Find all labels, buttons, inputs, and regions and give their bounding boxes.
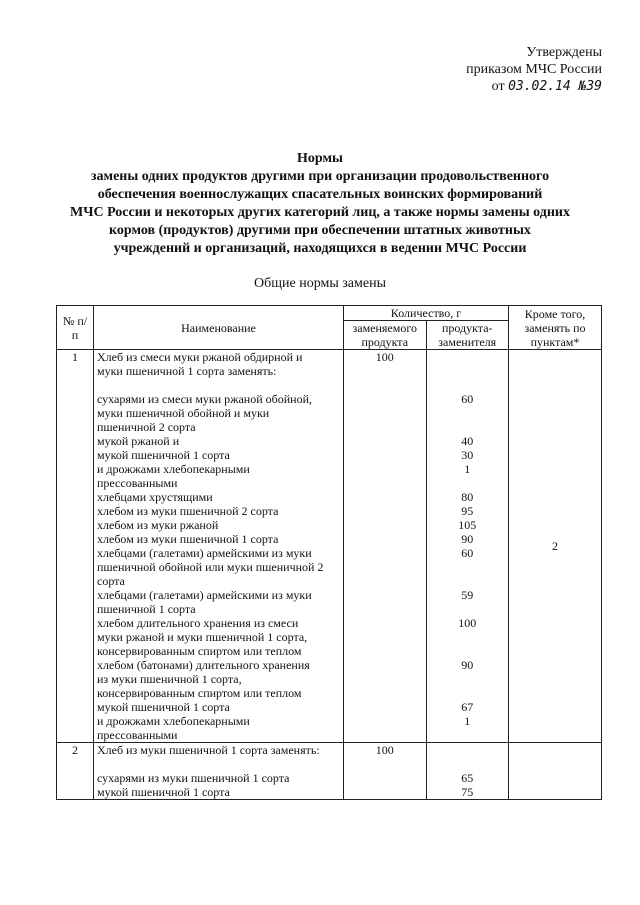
- substitute-quantity: [430, 364, 506, 378]
- product-line: хлебцами (галетами) армейскими из муки: [97, 546, 312, 560]
- table-body: [57, 350, 602, 800]
- substitute-quantity: 80: [461, 490, 474, 504]
- substitute-quantity: 1: [464, 462, 471, 476]
- title-line: замены одних продуктов другими при организации продовольственного: [90, 169, 550, 184]
- line-gap: [430, 757, 506, 771]
- approval-line-3: [432, 78, 602, 95]
- replaced-quantity: 100: [375, 743, 394, 757]
- replaced-quantity: [347, 658, 423, 672]
- substitute-quantity: 67: [461, 700, 474, 714]
- replaced-quantity: [347, 420, 423, 434]
- product-line: консервированным спиртом или теплом: [97, 644, 302, 658]
- product-line: Хлеб из муки пшеничной 1 сорта заменять:: [97, 743, 320, 757]
- replaced-quantity: [347, 686, 423, 700]
- replaced-quantity: [347, 700, 423, 714]
- substitute-quantity: [430, 602, 506, 616]
- replaced-quantity: [347, 630, 423, 644]
- replaced-quantity: [347, 771, 423, 785]
- substitute-quantity: [430, 672, 506, 686]
- row-extra-items: [509, 743, 602, 800]
- replaced-quantity: [347, 728, 423, 742]
- product-line: мукой пшеничной 1 сорта: [97, 448, 230, 462]
- row-number: 2: [57, 743, 94, 800]
- product-line: сухарями из муки пшеничной 1 сорта: [97, 771, 290, 785]
- product-line: пшеничной обойной или муки пшеничной 2: [97, 560, 324, 574]
- replaced-quantity: [347, 616, 423, 630]
- substitute-quantity: [430, 420, 506, 434]
- table-row: [57, 743, 602, 800]
- product-line: хлебцами хрустящими: [97, 490, 213, 504]
- product-line: хлебом из муки ржаной: [97, 518, 219, 532]
- table-row: [57, 350, 602, 743]
- approval-line-1: Утверждены: [526, 45, 602, 60]
- approval-handwritten-date: 03.02.14 №39: [508, 79, 602, 94]
- header-quantity: Количество, г: [344, 306, 509, 321]
- substitute-quantity: 30: [461, 448, 474, 462]
- product-line: мукой пшеничной 1 сорта: [97, 785, 230, 799]
- replaced-quantity: [347, 462, 423, 476]
- replaced-quantity: [347, 588, 423, 602]
- substitute-quantity: 90: [461, 532, 474, 546]
- line-gap: [347, 757, 423, 771]
- product-line: прессованными: [97, 476, 178, 490]
- row-replaced-quantities: [344, 743, 427, 800]
- product-line: из муки пшеничной 1 сорта,: [97, 672, 242, 686]
- product-line: мукой пшеничной 1 сорта: [97, 700, 230, 714]
- substitute-quantity: [430, 476, 506, 490]
- row-substitute-quantities: [426, 743, 509, 800]
- product-line: хлебом (батонами) длительного хранения: [97, 658, 310, 672]
- substitute-quantity: [430, 350, 506, 364]
- title-line: обеспечения военнослужащих спасательных воинских формирований: [97, 187, 543, 202]
- title-line: МЧС России и некоторых других категорий лиц, а также нормы замены одних: [69, 205, 570, 220]
- substitute-quantity: 105: [458, 518, 477, 532]
- line-gap: [347, 378, 423, 392]
- line-gap: [97, 378, 340, 392]
- substitute-quantity: 100: [458, 616, 477, 630]
- substitute-quantity: 90: [461, 658, 474, 672]
- row-number: 1: [57, 350, 94, 743]
- replaced-quantity: [347, 785, 423, 799]
- product-line: хлебцами (галетами) армейскими из муки: [97, 588, 312, 602]
- replaced-quantity: [347, 448, 423, 462]
- product-line: муки пшеничной 1 сорта заменять:: [97, 364, 277, 378]
- title-line: кормов (продуктов) другими при обеспечении штатных животных: [109, 223, 531, 238]
- product-line: хлебом длительного хранения из смеси: [97, 616, 299, 630]
- replaced-quantity: [347, 490, 423, 504]
- replaced-quantity: [347, 532, 423, 546]
- product-line: сухарями из смеси муки ржаной обойной,: [97, 392, 313, 406]
- product-line: сорта: [97, 574, 125, 588]
- approval-stamp: [432, 44, 602, 95]
- header-substitute-product: продукта-заменителя: [426, 321, 509, 350]
- substitute-quantity: 59: [461, 588, 474, 602]
- approval-date-prefix: от: [491, 79, 505, 94]
- product-line: прессованными: [97, 728, 178, 742]
- substitute-quantity: 1: [464, 714, 471, 728]
- substitute-quantity: [430, 406, 506, 420]
- substitute-quantity: 65: [461, 771, 474, 785]
- substitute-quantity: [430, 686, 506, 700]
- replaced-quantity: [347, 560, 423, 574]
- substitute-quantity: 40: [461, 434, 474, 448]
- row-product-names: [94, 350, 344, 743]
- replaced-quantity: [347, 392, 423, 406]
- product-line: и дрожжами хлебопекарными: [97, 462, 250, 476]
- substitute-quantity: 60: [461, 546, 474, 560]
- replaced-quantity: [347, 504, 423, 518]
- row-substitute-quantities: [426, 350, 509, 743]
- replaced-quantity: [347, 546, 423, 560]
- substitute-quantity: [430, 644, 506, 658]
- replaced-quantity: [347, 434, 423, 448]
- header-number: № п/п: [57, 306, 94, 350]
- product-line: мукой ржаной и: [97, 434, 180, 448]
- document-title: [40, 150, 600, 258]
- title-line: учреждений и организаций, находящихся в ведении МЧС России: [113, 241, 527, 256]
- substitute-quantity: [430, 560, 506, 574]
- substitute-quantity: [430, 574, 506, 588]
- substitute-quantity: 95: [461, 504, 474, 518]
- replaced-quantity: [347, 602, 423, 616]
- product-line: и дрожжами хлебопекарными: [97, 714, 250, 728]
- row-extra-items: 2: [509, 350, 602, 743]
- line-gap: [430, 378, 506, 392]
- header-replaced-product: заменяемого продукта: [344, 321, 427, 350]
- product-line: хлебом из муки пшеничной 1 сорта: [97, 532, 279, 546]
- approval-line-2: приказом МЧС России: [466, 62, 602, 77]
- header-extra: Кроме того, заменять по пунктам*: [509, 306, 602, 350]
- header-name: Наименование: [94, 306, 344, 350]
- substitute-quantity: [430, 630, 506, 644]
- product-line: муки ржаной и муки пшеничной 1 сорта,: [97, 630, 308, 644]
- replaced-quantity: [347, 644, 423, 658]
- product-line: Хлеб из смеси муки ржаной обдирной и: [97, 350, 303, 364]
- row-replaced-quantities: [344, 350, 427, 743]
- replaced-quantity: [347, 518, 423, 532]
- product-line: муки пшеничной обойной и муки: [97, 406, 270, 420]
- title-heading: Нормы: [297, 151, 343, 166]
- substitute-quantity: 75: [461, 785, 474, 799]
- substitute-quantity: 60: [461, 392, 474, 406]
- replaced-quantity: [347, 672, 423, 686]
- replacement-norms-table: [56, 305, 602, 800]
- replaced-quantity: 100: [375, 350, 394, 364]
- product-line: пшеничной 2 сорта: [97, 420, 196, 434]
- replaced-quantity: [347, 476, 423, 490]
- section-subtitle: Общие нормы замены: [254, 276, 386, 291]
- product-line: хлебом из муки пшеничной 2 сорта: [97, 504, 279, 518]
- row-product-names: [94, 743, 344, 800]
- product-line: пшеничной 1 сорта: [97, 602, 196, 616]
- replaced-quantity: [347, 406, 423, 420]
- product-line: консервированным спиртом или теплом: [97, 686, 302, 700]
- replaced-quantity: [347, 714, 423, 728]
- line-gap: [97, 757, 340, 771]
- substitute-quantity: [430, 728, 506, 742]
- replaced-quantity: [347, 364, 423, 378]
- substitute-quantity: [430, 743, 506, 757]
- replaced-quantity: [347, 574, 423, 588]
